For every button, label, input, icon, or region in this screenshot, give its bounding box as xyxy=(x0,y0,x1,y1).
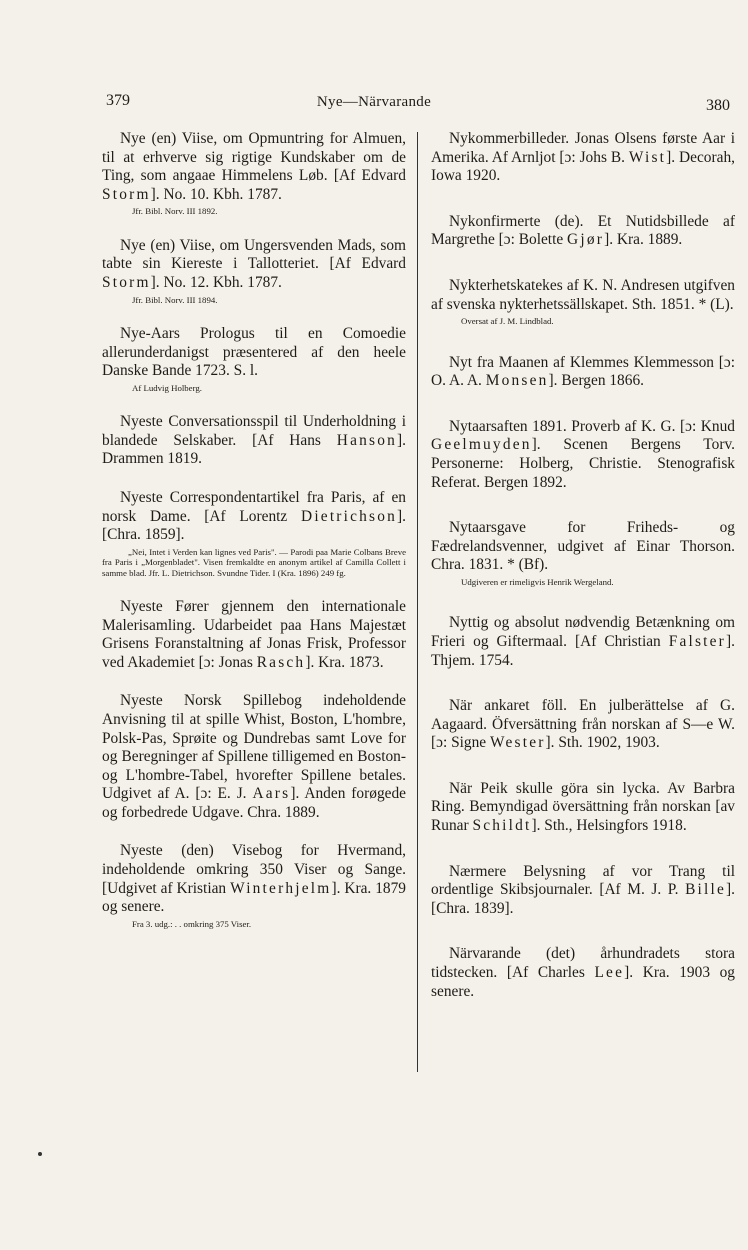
entry-author-spaced: Winterhjelm xyxy=(230,879,332,897)
bibliography-entry xyxy=(431,945,735,1001)
entry-text-after: ]. No. 10. Kbh. 1787. xyxy=(150,185,282,203)
entry-text: Nye-Aars Prologus til en Comoedie allerunderdanigst præsentered af den heele Danske Bande 1723. S. l. xyxy=(102,324,406,380)
entry-text: Nye (en) Viise, om Ungersvenden Mads, som tabte sin Kiereste i Tallotteriet. [Af Edvard xyxy=(102,236,406,273)
bibliography-entry xyxy=(102,842,406,929)
bibliography-entry xyxy=(102,692,406,822)
bibliography-entry xyxy=(102,489,406,578)
entry-author-spaced: Storm xyxy=(102,273,151,291)
bibliography-entry xyxy=(102,325,406,393)
entry-text: Nyt fra Maanen af Klemmes Klemmesson [ɔ: O. A. A. xyxy=(431,353,735,390)
entry-text-after: ]. Decorah, Iowa 1920. xyxy=(431,148,735,185)
entry-text-after: ]. Sth. 1902, 1903. xyxy=(545,734,660,752)
entry-note: Oversat af J. M. Lindblad. xyxy=(461,316,554,327)
page-number-left: 379 xyxy=(106,92,130,109)
bibliography-entry xyxy=(431,863,735,919)
entry-text-after: ]. Sth., Helsingfors 1918. xyxy=(531,817,687,835)
entry-text-after: ]. Kra. 1903 og senere. xyxy=(431,964,736,1000)
entry-author-spaced: Wist xyxy=(628,148,667,166)
entry-text: Nykommerbilleder. Jonas Olsens første Aar i Amerika. Af Arnljot [ɔ: Johs B. xyxy=(431,130,735,166)
entry-text: Nykonfirmerte (de). Et Nutidsbillede af Margrethe [ɔ: Bolette xyxy=(431,212,735,249)
entry-text: Nyeste Correspondentartikel fra Paris, af en norsk Dame. [Af Lorentz xyxy=(102,488,406,525)
entry-text-after: ]. [Chra. 1859]. xyxy=(102,507,406,544)
left-column xyxy=(102,130,406,949)
bibliography-entry xyxy=(431,614,735,670)
entry-text: Nyeste Norsk Spillebog indeholdende Anvisning til at spille Whist, Boston, L'hombre, Polsk-Pas, Sprøite og Dundrebas samt Love for og Beregninger af Spillene tilligemed en Boston- og L'hombre-Tabel, hvorefter Spillene betales. Udgivet af A. [ɔ: E. J. xyxy=(102,692,406,803)
entry-author-spaced: Geelmuyden xyxy=(431,436,532,454)
entry-author-spaced: Hanson xyxy=(336,431,398,449)
column-divider xyxy=(417,132,418,1072)
entry-text: Nye (en) Viise, om Opmuntring for Almuen, til at erhverve sig rigtige Kundskaber om de Ting, som angaae Himmelens Løb. [Af Edvard xyxy=(102,130,406,185)
entry-text: När Peik skulle göra sin lycka. Av Barbra Ring. Bemyndigad översättning från norskan [av Runar xyxy=(431,779,735,835)
entry-text-after: ]. Drammen 1819. xyxy=(102,431,406,468)
bibliography-entry xyxy=(431,519,735,587)
right-column xyxy=(431,130,735,1028)
bibliography-entry xyxy=(431,277,735,327)
entry-text-after: ]. Kra. 1873. xyxy=(305,653,384,671)
entry-text-after: ]. [Chra. 1839]. xyxy=(431,881,735,917)
entry-author-spaced: Aars xyxy=(252,785,291,803)
entry-note: „Nei, Intet i Verden kan lignes ved Paris". — Parodi paa Marie Colbans Breve fra Paris i „Morgenbladet". Visen fremkaldte en anonym artikel af Camilla Collett i samme blad. Jfr. L. Dietrichson. Svundne Tider. I (Kra. 1896) 249 fg. xyxy=(102,546,406,578)
entry-author-spaced: Bille xyxy=(685,881,727,899)
entry-author-spaced: Gjør xyxy=(567,231,605,249)
entry-note: Jfr. Bibl. Norv. III 1894. xyxy=(132,294,218,305)
entry-text: Nyeste Fører gjennem den internationale Malerisamling. Udarbeidet paa Hans Majestæt Grisens Foranstaltning af Jonas Frisk, Professor ved Akademiet [ɔ: Jonas xyxy=(102,597,406,671)
bibliography-entry xyxy=(431,780,735,836)
entry-author-spaced: Wester xyxy=(490,734,546,752)
entry-note: Fra 3. udg.: . . omkring 375 Viser. xyxy=(132,918,252,929)
bibliography-entry xyxy=(102,130,406,217)
bibliography-entry xyxy=(431,130,735,186)
entry-text-after: ]. Scenen Bergens Torv. Personerne: Holberg, Christie. Stenografisk Referat. Bergen 1892. xyxy=(431,436,735,491)
entry-text-after: ]. Thjem. 1754. xyxy=(431,632,735,669)
bibliography-entry xyxy=(431,354,735,391)
entry-author-spaced: Lee xyxy=(594,964,625,982)
bibliography-entry xyxy=(431,213,735,250)
entry-author-spaced: Monsen xyxy=(485,372,549,390)
entry-text: Nærmere Belysning af vor Trang til ordentlige Skibsjournaler. [Af M. J. P. xyxy=(431,862,735,899)
stray-mark xyxy=(38,1152,42,1156)
bibliography-entry xyxy=(102,237,406,305)
entry-text: Nykterhetskatekes af K. N. Andresen utgifven af svenska nykterhetssällskapet. Sth. 1851. * (L). xyxy=(431,276,735,313)
bibliography-entry xyxy=(102,598,406,672)
entry-text: Nyttig og absolut nødvendig Betænkning om Frieri og Giftermaal. [Af Christian xyxy=(431,614,735,650)
entry-author-spaced: Storm xyxy=(102,185,151,203)
page-number-right: 380 xyxy=(706,97,730,114)
entry-note: Udgiveren er rimeligvis Henrik Wergeland. xyxy=(461,576,614,587)
bibliography-entry xyxy=(102,413,406,469)
entry-note: Jfr. Bibl. Norv. III 1892. xyxy=(132,206,218,217)
entry-author-spaced: Rasch xyxy=(256,653,306,671)
entry-text-after: ]. Anden forøgede og forbedrede Udgave. Chra. 1889. xyxy=(102,785,407,821)
entry-author-spaced: Schildt xyxy=(472,817,532,835)
entry-text: När ankaret föll. En julberättelse af G. Aagaard. Öfversättning från norskan af S—e W. [ɔ: Signe xyxy=(431,697,735,752)
page-header xyxy=(0,88,748,118)
entry-note: Af Ludvig Holberg. xyxy=(132,382,202,393)
bibliography-entry xyxy=(431,418,735,492)
entry-text: Nyeste Conversationsspil til Underholdning i blandede Selskaber. [Af Hans xyxy=(102,413,406,449)
entry-text-after: ]. No. 12. Kbh. 1787. xyxy=(150,273,282,291)
entry-text: Nytaarsaften 1891. Proverb af K. G. [ɔ: Knud xyxy=(449,417,735,435)
entry-text: Nyeste (den) Visebog for Hvermand, indeholdende omkring 350 Viser og Sange. [Udgivet af Kristian xyxy=(102,842,406,897)
entry-text: Nytaarsgave for Friheds- og Fædrelandsvenner, udgivet af Einar Thorson. Chra. 1831. * (Bf). xyxy=(431,519,735,574)
entry-text-after: ]. Kra. 1889. xyxy=(604,231,683,249)
running-title: Nye—Närvarande xyxy=(316,94,432,110)
entry-text-after: ]. Bergen 1866. xyxy=(548,372,644,390)
entry-text-after: ]. Kra. 1879 og senere. xyxy=(102,879,407,916)
entry-author-spaced: Falster xyxy=(668,632,727,650)
bibliography-entry xyxy=(431,697,735,753)
entry-author-spaced: Dietrichson xyxy=(301,507,398,525)
entry-text: Närvarande (det) århundradets stora tidstecken. [Af Charles xyxy=(431,945,735,982)
